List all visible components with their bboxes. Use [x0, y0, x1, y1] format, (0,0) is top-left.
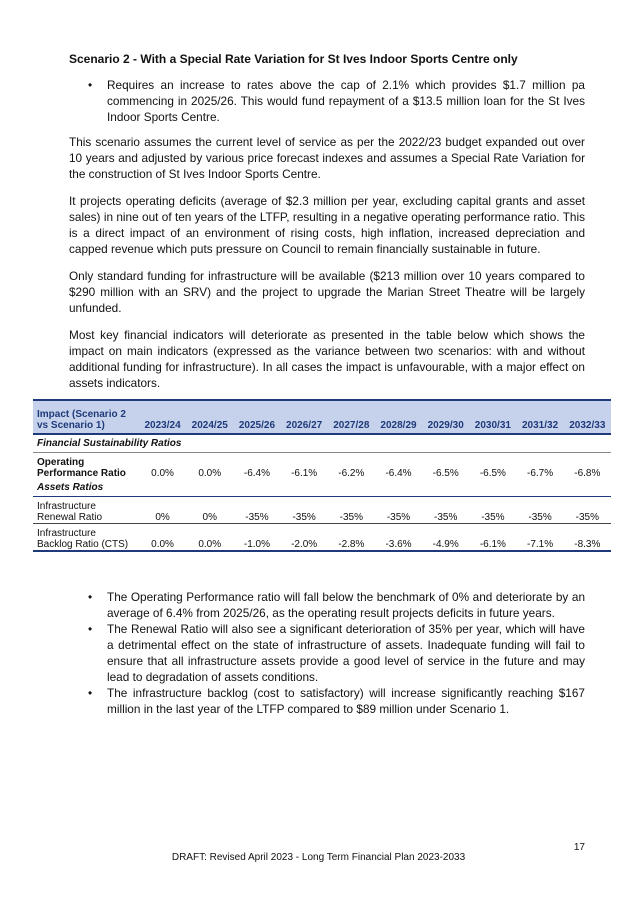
table-cell: -35%: [281, 497, 328, 524]
table-cell: -35%: [233, 497, 280, 524]
table-cell: -7.1%: [516, 524, 563, 552]
table-cell: -6.7%: [527, 468, 554, 479]
row-label-line: Performance Ratio: [37, 468, 126, 479]
table-cell: -6.2%: [338, 468, 365, 479]
page-number: 17: [573, 842, 585, 853]
bullet-item: • The infrastructure backlog (cost to satisfactory) will increase significantly reaching $167 million in the last year of the LTFP compared to $89 million under Scenario 1.: [69, 685, 585, 717]
paragraph: Only standard funding for infrastructure will be available ($213 million over 10 years compared to $290 million with an SRV) and the project to upgrade the Marian Street Theatre will be largely unfunded.: [69, 269, 585, 315]
section-heading: Scenario 2 - With a Special Rate Variation for St Ives Indoor Sports Centre only: [69, 52, 518, 66]
row-label-line: Backlog Ratio (CTS): [37, 539, 129, 550]
year-header: 2031/32: [516, 400, 563, 434]
row-label-line: Infrastructure: [37, 501, 96, 512]
row-label-line: Renewal Ratio: [37, 512, 103, 523]
paragraph: It projects operating deficits (average of $2.3 million per year, excluding capital grants and asset sales) in nine out of ten years of the LTFP, resulting in a negative operating performance ratio. This is a direct impact of an environment of rising costs, high inflation, increased depreciation and capped revenue which puts pressure on Council to remain financially sustainable in future.: [69, 194, 585, 256]
scenario-bullets: [69, 77, 585, 125]
year-header: 2024/25: [186, 400, 233, 434]
table-cell: -35%: [422, 497, 469, 524]
row-label: [33, 497, 139, 524]
row-label: [33, 453, 139, 480]
table-row: [33, 524, 611, 552]
table-cell: -4.9%: [422, 524, 469, 552]
year-header: 2027/28: [328, 400, 375, 434]
bullet-item: • The Renewal Ratio will also see a significant deterioration of 35% per year, which will have a detrimental effect on the state of infrastructure of assets. Inadequate funding will fail to ensure that all infrastructure assets provide a good level of service in the future and may lead to degradation of assets conditions.: [69, 621, 585, 685]
table-cell: 0.0%: [151, 468, 174, 479]
table-cell: -1.0%: [233, 524, 280, 552]
table-cell: -3.6%: [375, 524, 422, 552]
table-cell: -6.8%: [574, 468, 601, 479]
table-header-row: [33, 400, 611, 434]
year-header: 2032/33: [564, 400, 611, 434]
table-cell: -35%: [516, 497, 563, 524]
table-cell: 0.0%: [198, 468, 222, 479]
paragraph: This scenario assumes the current level of service as per the 2022/23 budget expanded out over 10 years and adjusted by various price forecast indexes and assumes a Special Rate Variation for the construction of St Ives Indoor Sports Centre.: [69, 135, 585, 181]
row-label-line: Infrastructure: [37, 528, 96, 539]
table-cell: -6.1%: [469, 524, 516, 552]
table-cell: -2.0%: [281, 524, 328, 552]
table-row: [33, 497, 611, 524]
section-label: Financial Sustainability Ratios: [33, 434, 611, 453]
table-cell: -6.4%: [385, 468, 412, 479]
table-cell: -35%: [469, 497, 516, 524]
corner-line: vs Scenario 1): [37, 420, 105, 431]
table-corner-header: [33, 400, 139, 434]
row-label: [33, 524, 139, 552]
year-header: 2030/31: [469, 400, 516, 434]
table-cell: 0.0%: [139, 524, 186, 552]
year-header: 2023/24: [139, 400, 186, 434]
section-row: [33, 479, 611, 497]
table-cell: 0%: [139, 497, 186, 524]
document-body: [69, 52, 585, 402]
impact-table: [33, 399, 611, 552]
year-header: 2026/27: [281, 400, 328, 434]
year-header: 2029/30: [422, 400, 469, 434]
table-cell: -2.8%: [328, 524, 375, 552]
paragraph: Most key financial indicators will deteriorate as presented in the table below which shows the impact on main indicators (expressed as the variance between two scenarios: with and without additional funding for infrastructure). In all cases the impact is unfavourable, with a major effect on assets indicators.: [69, 328, 585, 390]
bullet-item: • The Operating Performance ratio will fall below the benchmark of 0% and deteriorate by an average of 6.4% from 2025/26, as the operating result projects deficits in future years.: [69, 589, 585, 621]
bullet-item: • Requires an increase to rates above the cap of 2.1% which provides $1.7 million pa commencing in 2025/26. This would fund repayment of a $13.5 million loan for the St Ives Indoor Sports Centre.: [69, 77, 585, 125]
table-row: [33, 453, 611, 480]
page-footer: DRAFT: Revised April 2023 - Long Term Financial Plan 2023-2033: [171, 852, 466, 863]
findings-bullets: [69, 589, 585, 717]
year-header: 2028/29: [375, 400, 422, 434]
table-cell: -6.4%: [243, 468, 270, 479]
table-cell: -35%: [328, 497, 375, 524]
table-cell: -6.1%: [291, 468, 318, 479]
corner-line: Impact (Scenario 2: [37, 409, 126, 420]
table-cell: -8.3%: [564, 524, 611, 552]
table-cell: -35%: [375, 497, 422, 524]
table-cell: -6.5%: [479, 468, 506, 479]
row-label-line: Operating: [37, 457, 85, 468]
table-cell: 0.0%: [186, 524, 233, 552]
section-row: [33, 434, 611, 453]
year-header: 2025/26: [233, 400, 280, 434]
table-cell: -6.5%: [432, 468, 459, 479]
table-cell: 0%: [186, 497, 233, 524]
table-cell: -35%: [564, 497, 611, 524]
section-label: Assets Ratios: [33, 479, 611, 497]
